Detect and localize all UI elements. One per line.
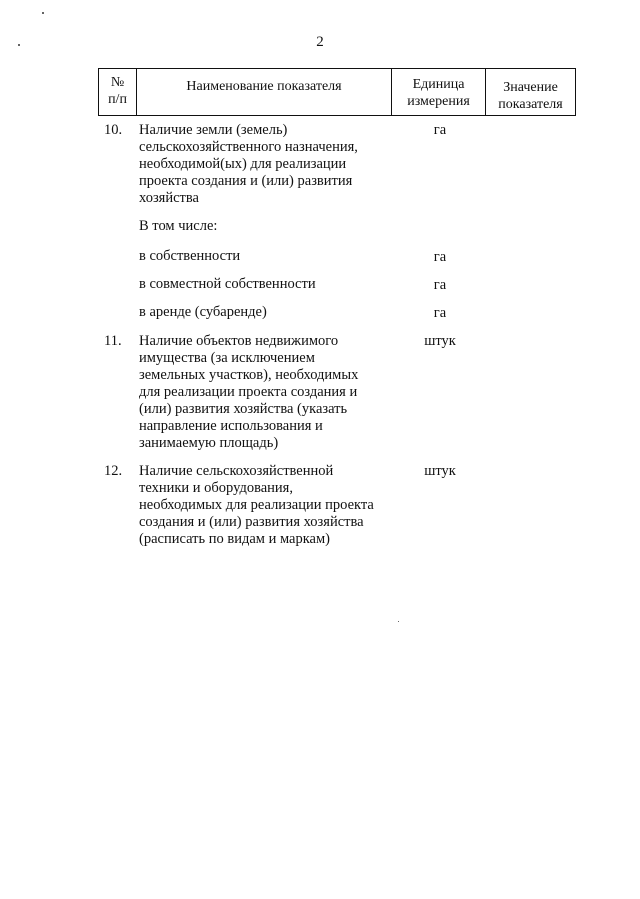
row-number: 10. xyxy=(104,122,123,138)
row-unit: штук xyxy=(424,333,456,349)
row-number: 11. xyxy=(104,333,122,349)
sub-row-name: в собственности xyxy=(139,248,241,264)
sub-row-unit: га xyxy=(433,277,447,293)
header-number-label: № п/п xyxy=(108,75,127,107)
header-value-label: Значение показателя xyxy=(498,80,563,112)
row-indicator-name: Наличие объектов недвижимого имущества (за исключением земельных участков), необходимых для реализации проекта создания и (или) развития хозяйства (указать направление использования и занимаемую площадь) xyxy=(139,333,359,451)
sub-row-name: в совместной собственности xyxy=(139,276,316,292)
page-number: 2 xyxy=(316,34,324,50)
sub-row-unit: га xyxy=(433,249,447,265)
sub-row-unit: га xyxy=(433,305,447,321)
row-unit: штук xyxy=(424,463,456,479)
row-indicator-name: Наличие земли (земель) сельскохозяйственного назначения, необходимой(ых) для реализации проекта создания и (или) развития хозяйства xyxy=(139,122,358,206)
row-unit: га xyxy=(433,122,447,138)
row-number: 12. xyxy=(104,463,123,479)
row-indicator-name: Наличие сельскохозяйственной техники и оборудования, необходимых для реализации проекта создания и (или) развития хозяйства (расписать по видам и маркам) xyxy=(139,463,374,547)
header-unit-label: Единица измерения xyxy=(407,77,470,109)
including-label: В том числе: xyxy=(139,218,218,234)
sub-row-name: в аренде (субаренде) xyxy=(139,304,267,320)
header-name-label: Наименование показателя xyxy=(186,79,342,94)
